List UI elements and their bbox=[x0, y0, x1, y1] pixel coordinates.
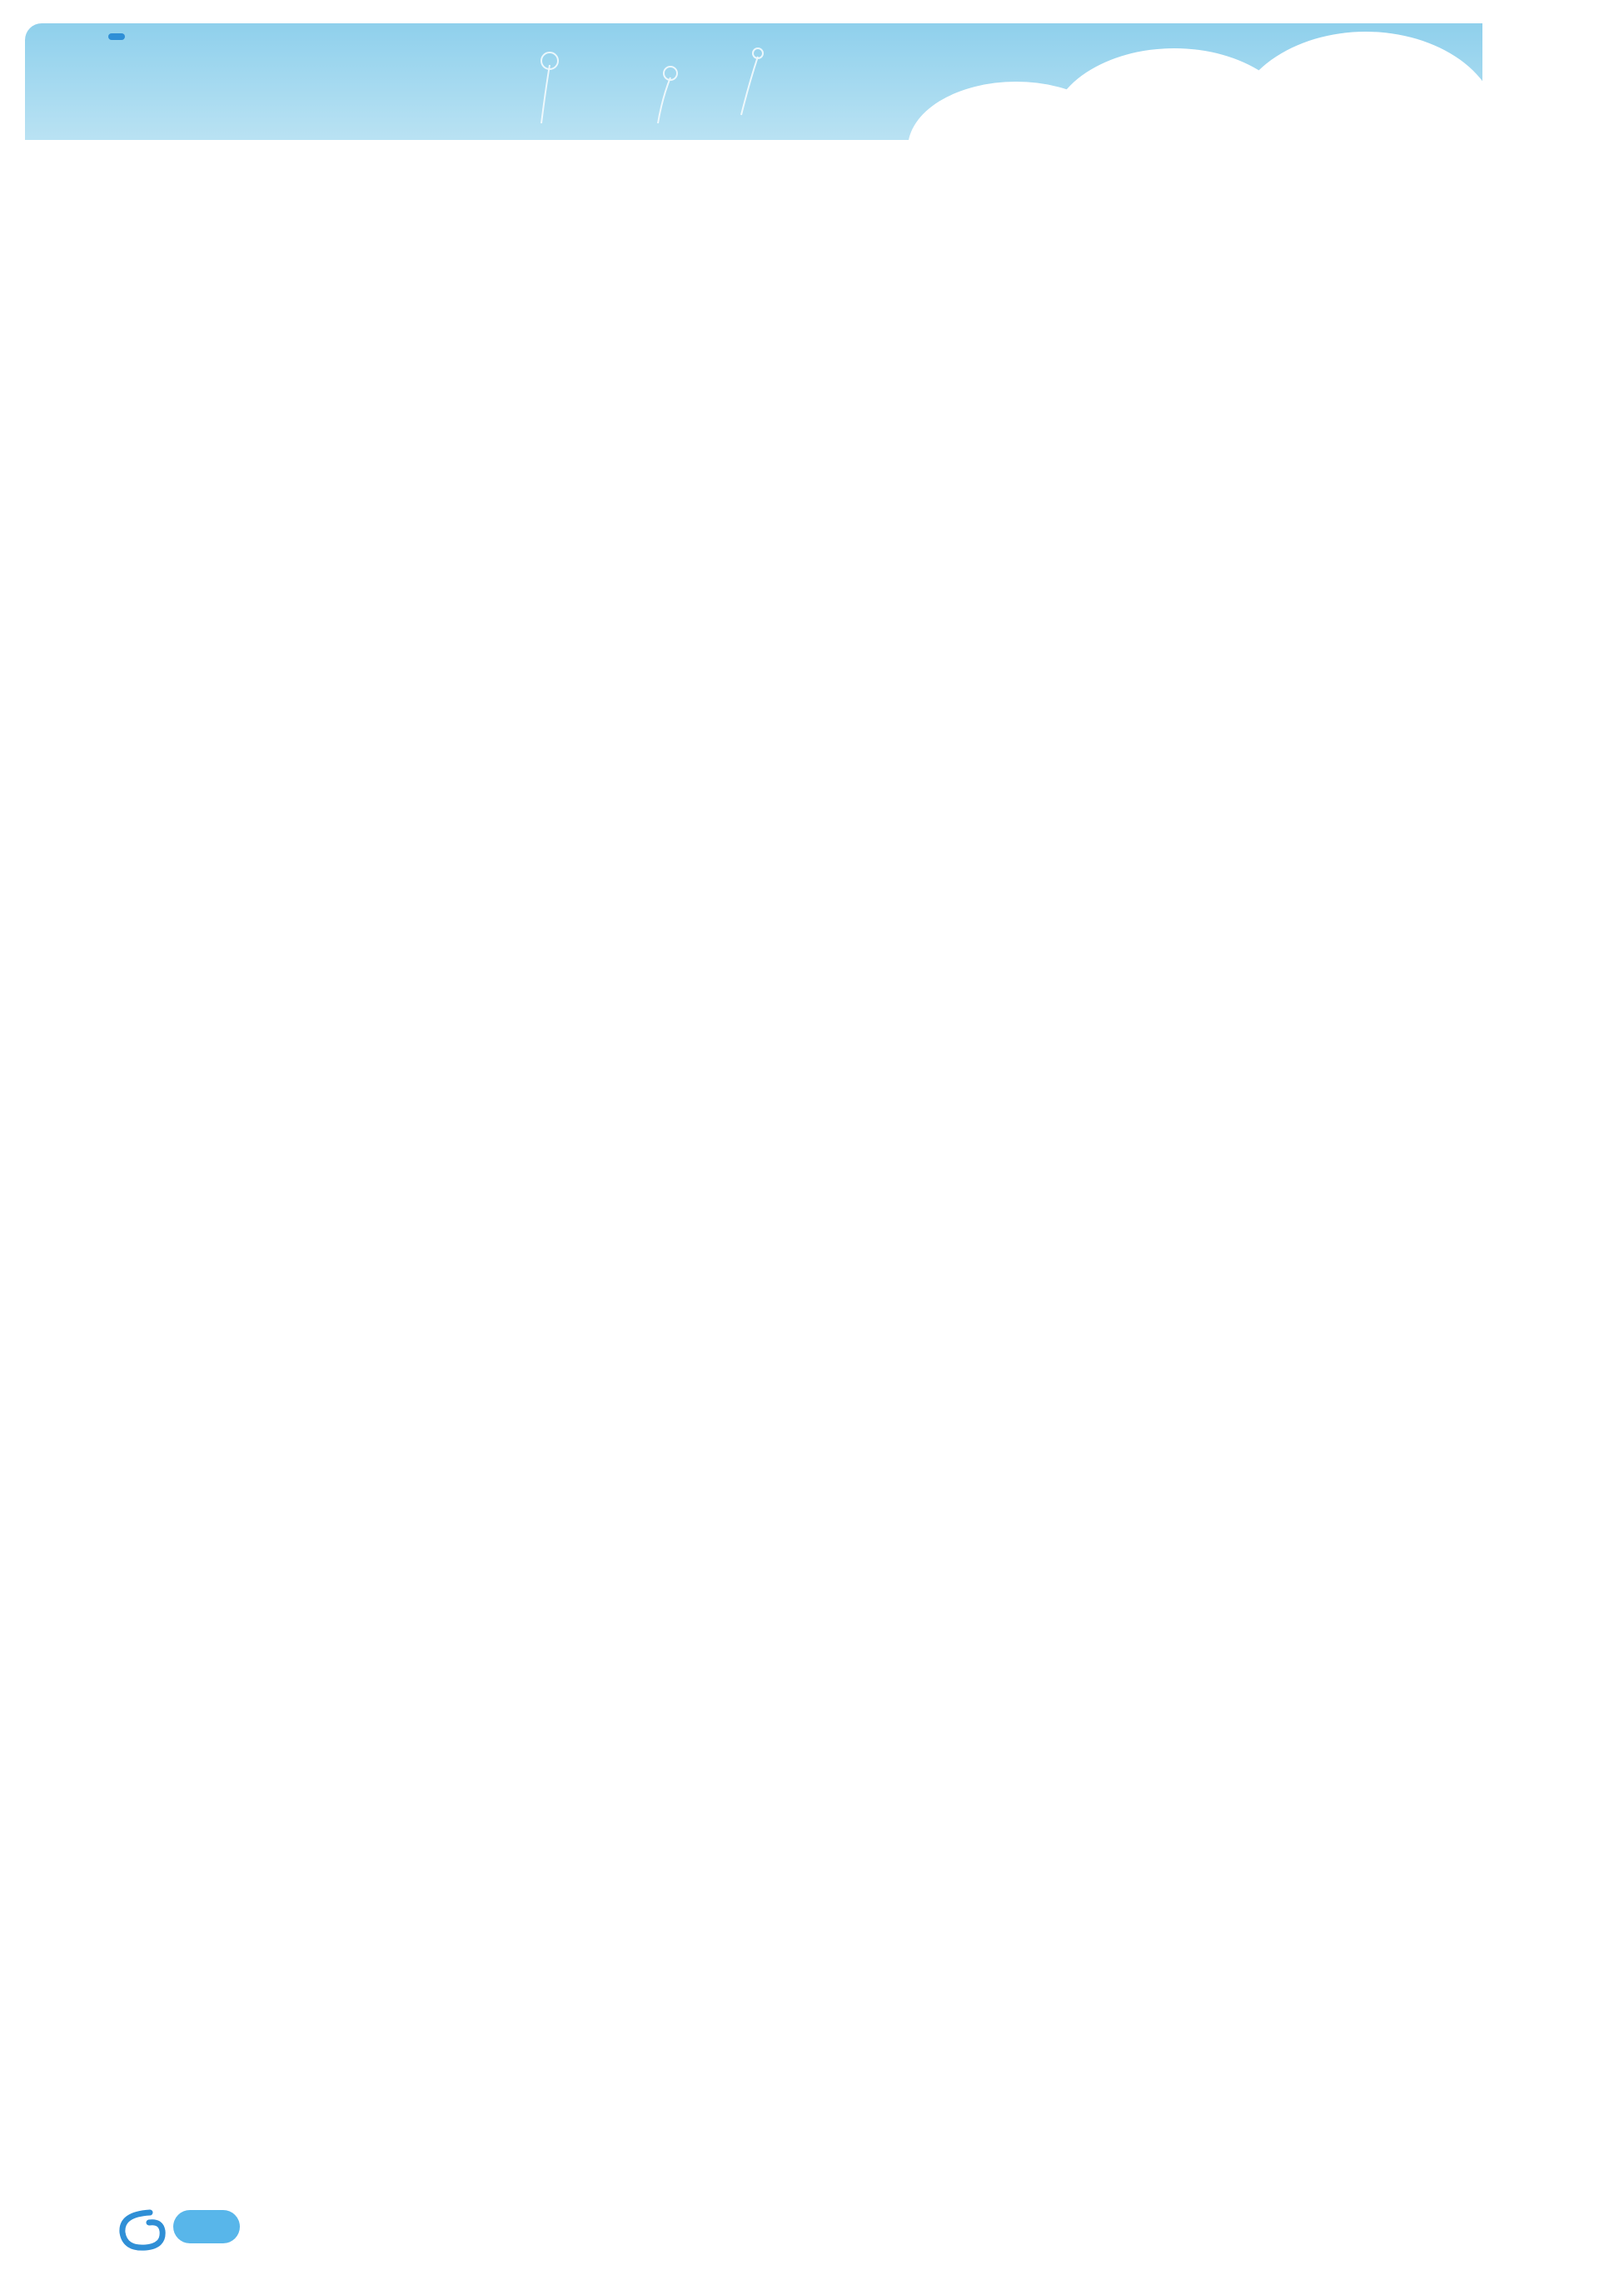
brand-logo bbox=[108, 33, 133, 40]
cloud-decoration bbox=[1233, 32, 1482, 140]
brand-left bbox=[108, 33, 125, 40]
header-banner bbox=[25, 23, 1482, 140]
page-number bbox=[173, 2210, 240, 2243]
dandelion-icon bbox=[491, 40, 791, 132]
